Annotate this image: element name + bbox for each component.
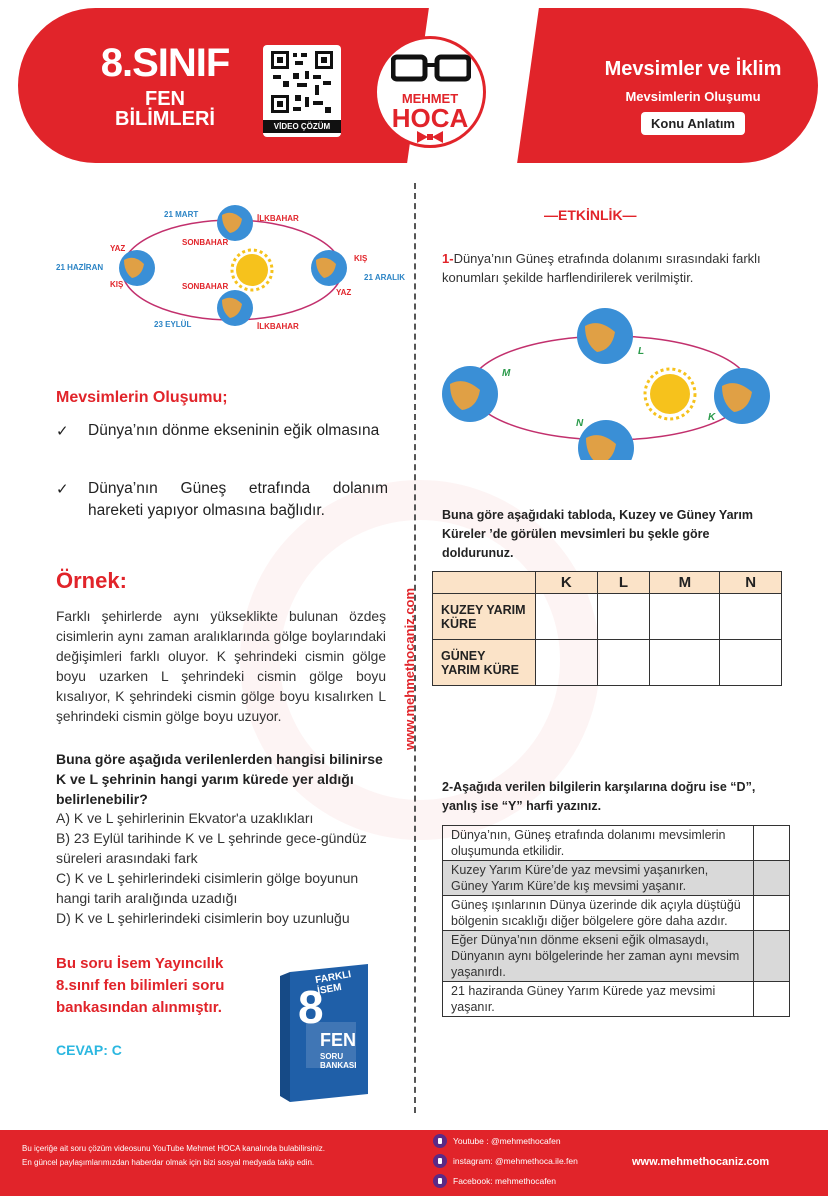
seasons-orbit-figure [52, 200, 412, 340]
label-21-mart: 21 MART [164, 210, 199, 219]
footer-bar [0, 1130, 828, 1196]
mehmet-hoca-logo [374, 36, 486, 148]
vertical-website-text: www.mehmethocaniz.com [402, 587, 417, 750]
example-heading: Örnek: [56, 568, 127, 593]
facebook-link[interactable] [433, 1174, 556, 1188]
cell-input[interactable] [650, 594, 720, 640]
option-b: B) 23 Eylül tarihinde K ve L şehrinde gece-gündüz süreleri arasındaki fark [56, 830, 367, 866]
instagram-link[interactable] [433, 1154, 578, 1168]
season-table [432, 571, 782, 686]
answer-options [56, 808, 396, 928]
qr-code-icon [269, 49, 335, 115]
option-c: C) K ve L şehirlerindeki cisimlerin gölge boyunun hangi tarih aralığında uzadığı [56, 870, 359, 906]
header-m: M [650, 572, 720, 594]
activity-heading: —ETKİNLİK— [544, 207, 637, 223]
earth-bottom-icon [217, 290, 253, 326]
statement-3: Güneş ışınlarının Dünya üzerinde dik açıyla düştüğü bölgenin sıcaklığı diğer bölgelere göre daha azdır. [443, 896, 754, 931]
header-l: L [597, 572, 650, 594]
answer-cell[interactable] [754, 982, 790, 1017]
season-table-header [433, 572, 782, 594]
header-n: N [720, 572, 782, 594]
footer-line-2: En güncel paylaşımlarımızdan haberdar olmak için bizi sosyal medyada takip edin. [22, 1158, 315, 1167]
statement-4: Eğer Dünya’nın dönme ekseni eğik olmasaydı, Dünyanın aynı bölgelerinde her zaman aynı mevsim yaşanırdı. [443, 931, 754, 982]
q1-text: Dünya’nın Güneş etrafında dolanımı sırasındaki farklı konumları şekilde harflendirilerek verilmiştir. [442, 251, 761, 285]
footer-note [22, 1142, 422, 1170]
label-yaz-left: YAZ [110, 244, 126, 253]
label-sonbahar-bottom: SONBAHAR [182, 282, 229, 291]
label-ilkbahar-top: İLKBAHAR [257, 214, 299, 223]
topic-title: Mevsimler ve İklim [604, 58, 782, 80]
book-series: FARKLI İSEM [314, 969, 353, 998]
cell-input[interactable] [720, 594, 782, 640]
table-row [443, 896, 790, 931]
q1-number: 1- [442, 251, 454, 266]
orbit-letter-n: N [576, 418, 584, 429]
instagram-text: instagram: @mehmethoca.ile.fen [453, 1156, 578, 1166]
label-ilkbahar-bottom: İLKBAHAR [257, 322, 299, 331]
grade-label: 8.SINIF [100, 41, 230, 85]
option-d: D) K ve L şehirlerindeki cisimlerin boy uzunluğu [56, 910, 350, 926]
book-subtitle: SORU BANKASI [320, 1052, 357, 1070]
subtopic-title: Mevsimlerin Oluşumu [625, 89, 761, 104]
orbit-diagram [52, 200, 412, 340]
orbit-letter-l: L [638, 346, 645, 357]
true-false-table [442, 825, 790, 1017]
cell-input[interactable] [720, 640, 782, 686]
sun-icon [650, 374, 690, 414]
reason-2: Dünya’nın Güneş etrafında dolanım hareketi yapıyor olmasına bağlıdır. [88, 480, 388, 519]
table-instruction: Buna göre aşağıdaki tabloda, Kuzey ve Güney Yarım Küreler ’de görülen mevsimleri bu şekle göre doldurunuz. [442, 508, 753, 560]
table-row [443, 982, 790, 1017]
cell-input[interactable] [536, 640, 598, 686]
label-kis-left: KIŞ [110, 280, 124, 289]
example-question: Buna göre aşağıda verilenlerden hangisi bilinirse K ve L şehrinin hangi yarım kürede yer aldığı belirlenebilir? [56, 751, 383, 807]
book-number: 8 [298, 981, 324, 1033]
statement-1: Dünya’nın, Güneş etrafında dolanımı mevsimlerin oluşumunda etkilidir. [443, 826, 754, 861]
earth-bottom-icon [578, 420, 634, 460]
example-text: Farklı şehirlerde aynı yükseklikte bulunan özdeş cisimlerin aynı zaman aralıklarında gölge boylarındaki değişimleri farklı oluyor. K şehrindeki cismin gölge boyu uzarken L şehrindeki cismin gölge boyu kısalıyor, K şehrindeki cismin gölge boyu kısalırken L şehrindeki cismin gölge boyu uzuyor. [56, 609, 386, 725]
book-cover-image [276, 962, 376, 1102]
earth-top-icon [217, 205, 253, 241]
header-banner [18, 8, 818, 163]
instagram-icon [433, 1154, 447, 1168]
logo-name-line1: MEHMET [401, 91, 459, 106]
cell-input[interactable] [650, 640, 720, 686]
qr-code-box[interactable] [263, 45, 341, 137]
table-row [443, 861, 790, 896]
answer-cell[interactable] [754, 931, 790, 982]
cell-input[interactable] [597, 640, 650, 686]
reason-1: Dünya’nın dönme ekseninin eğik olmasına [88, 422, 380, 439]
cell-input[interactable] [536, 594, 598, 640]
bow-tie-icon [417, 131, 443, 143]
orbit-figure-letters [440, 298, 780, 460]
cell-input[interactable] [597, 594, 650, 640]
label-21-haziran: 21 HAZİRAN [56, 263, 104, 272]
footer-line-1: Bu içeriğe ait soru çözüm videosunu YouTube Mehmet HOCA kanalında bulabilirsiniz. [22, 1144, 325, 1153]
source-note: Bu soru İsem Yayıncılık 8.sınıf fen bilimleri soru bankasından alınmıştır. [56, 955, 225, 1016]
earth-top-icon [577, 308, 633, 364]
row-label-guney: GÜNEY YARIM KÜRE [433, 640, 536, 686]
subject-label: FEN BİLİMLERİ [115, 88, 215, 130]
answer-cell[interactable] [754, 896, 790, 931]
earth-right-icon [714, 368, 770, 424]
statement-2: Kuzey Yarım Küre’de yaz mevsimi yaşanırken, Güney Yarım Küre’de kış mevsimi yaşanır. [443, 861, 754, 896]
konu-anlatim-button[interactable]: Konu Anlatım [641, 112, 745, 135]
book-title: FEN [320, 1030, 356, 1050]
footer-website-link[interactable]: www.mehmethocaniz.com [632, 1156, 770, 1168]
season-heading: Mevsimlerin Oluşumu; [56, 389, 228, 406]
question-2 [442, 778, 792, 816]
table-row [433, 594, 782, 640]
earth-right-icon [311, 250, 347, 286]
label-kis-right: KIŞ [354, 254, 368, 263]
question-1 [442, 249, 782, 287]
q2-number: 2- [442, 780, 454, 794]
label-21-aralik: 21 ARALIK [364, 273, 406, 282]
facebook-icon [433, 1174, 447, 1188]
check-icon: ✓ [56, 481, 69, 498]
q2-text: Aşağıda verilen bilgilerin karşılarına doğru ise “D”, yanlış ise “Y” harfi yazınız. [442, 780, 756, 813]
table-row [443, 826, 790, 861]
earth-left-icon [119, 250, 155, 286]
check-icon: ✓ [56, 423, 69, 440]
orbit-letter-k: K [708, 412, 716, 423]
orbit-letter-m: M [502, 368, 511, 379]
table-row [433, 640, 782, 686]
answer-label: CEVAP: C [56, 1042, 122, 1058]
youtube-icon [433, 1134, 447, 1148]
youtube-link[interactable] [433, 1134, 561, 1148]
topic-block [593, 58, 793, 135]
row-label-kuzey: KUZEY YARIM KÜRE [433, 594, 536, 640]
glasses-icon [391, 53, 471, 83]
header-empty [433, 572, 536, 594]
label-sonbahar-top: SONBAHAR [182, 238, 229, 247]
qr-label: VİDEO ÇÖZÜM [263, 120, 341, 133]
earth-left-icon [442, 366, 498, 422]
answer-cell[interactable] [754, 826, 790, 861]
sun-icon [236, 254, 268, 286]
label-23-eylul: 23 EYLÜL [154, 320, 192, 329]
facebook-text: Facebook: mehmethocafen [453, 1176, 557, 1186]
answer-cell[interactable] [754, 861, 790, 896]
option-a: A) K ve L şehirlerinin Ekvator'a uzaklıkları [56, 810, 314, 826]
youtube-text: Youtube : @mehmethocafen [453, 1136, 561, 1146]
logo-name-line2: HOCA [391, 103, 469, 133]
label-yaz-right: YAZ [336, 288, 352, 297]
header-k: K [536, 572, 598, 594]
grade-title [100, 43, 230, 129]
statement-5: 21 haziranda Güney Yarım Kürede yaz mevsimi yaşanır. [443, 982, 754, 1017]
table-row [443, 931, 790, 982]
